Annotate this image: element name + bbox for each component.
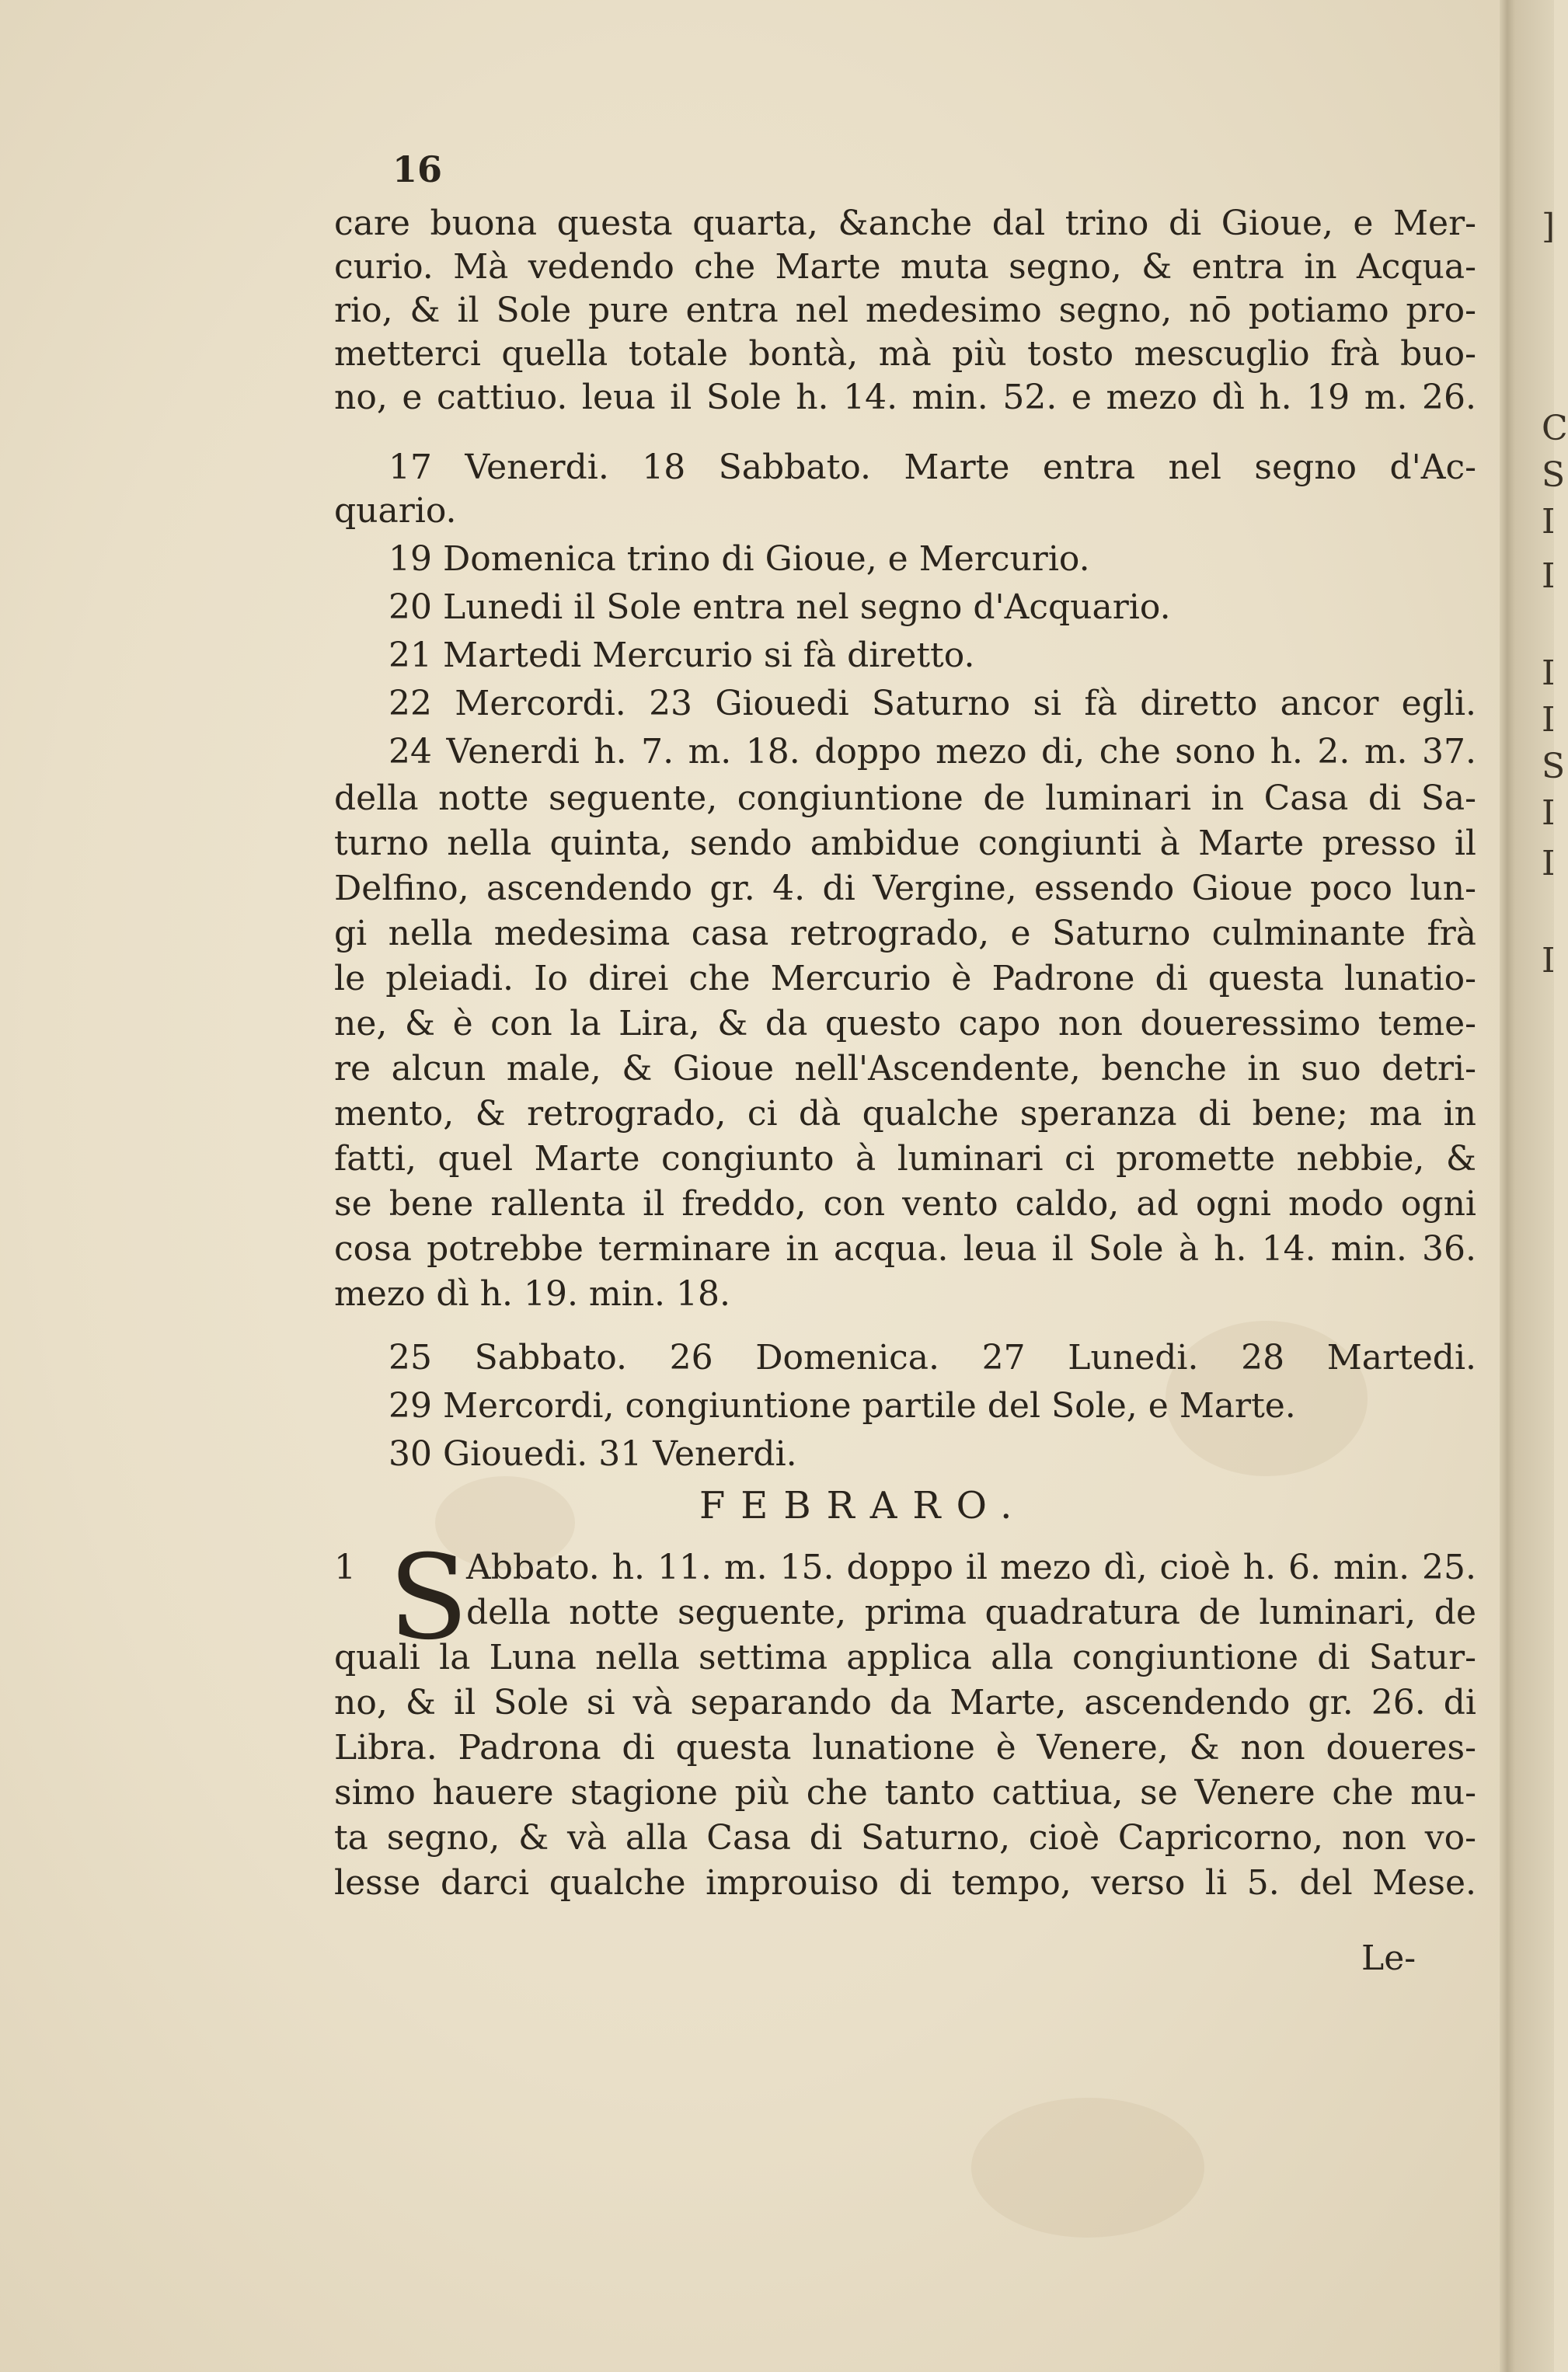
drop-cap: S	[389, 1531, 469, 1666]
adjacent-page-letter: I	[1542, 556, 1556, 596]
adjacent-page-letter: ]	[1542, 207, 1556, 246]
adjacent-page-letter: S	[1542, 455, 1566, 495]
adjacent-page-letter: I	[1542, 844, 1556, 883]
text-line: quali la Luna nella settima applica alla congiuntione di Satur-	[334, 1638, 1476, 1677]
adjacent-page-letter: I	[1542, 653, 1556, 693]
adjacent-page-letter: I	[1542, 700, 1556, 740]
day-entry: 17 Venerdi. 18 Sabbato. Marte entra nel segno d'Ac-	[389, 448, 1476, 487]
day-entry: 19 Domenica trino di Gioue, e Mercurio.	[389, 539, 1090, 579]
text-line: mezo dì h. 19. min. 18.	[334, 1274, 730, 1314]
text-line: ta segno, & và alla Casa di Saturno, cioè Capricorno, non vo-	[334, 1818, 1476, 1858]
text-line: care buona questa quarta, &anche dal trino di Gioue, e Mer-	[334, 204, 1476, 243]
paper-stain	[971, 2098, 1204, 2238]
page-number: 16	[392, 148, 443, 190]
catchword: Le-	[1361, 1938, 1416, 1978]
text-line: cosa potrebbe terminare in acqua. leua il Sole à h. 14. min. 36.	[334, 1229, 1476, 1269]
day-entry: 21 Martedi Mercurio si fà diretto.	[389, 636, 975, 675]
text-line: mento, & retrogrado, ci dà qualche speranza di bene; ma in	[334, 1094, 1476, 1134]
adjacent-page-letter: I	[1542, 941, 1556, 980]
text-line: simo hauere stagione più che tanto cattiua, se Venere che mu-	[334, 1773, 1476, 1813]
book-gutter	[1500, 0, 1515, 2372]
text-line: Abbato. h. 11. m. 15. doppo il mezo dì, cioè h. 6. min. 25.	[466, 1548, 1476, 1587]
text-line: no, e cattiuo. leua il Sole h. 14. min. 52. e mezo dì h. 19 m. 26.	[334, 378, 1476, 417]
text-line: Delfino, ascendendo gr. 4. di Vergine, essendo Gioue poco lun-	[334, 869, 1476, 908]
day-entry: 24 Venerdi h. 7. m. 18. doppo mezo di, che sono h. 2. m. 37.	[389, 732, 1476, 772]
adjacent-page-letter: C	[1542, 409, 1568, 448]
text-line: gi nella medesima casa retrogrado, e Saturno culminante frà	[334, 914, 1476, 953]
day-entry: 29 Mercordi, congiuntione partile del Sole, e Marte.	[389, 1386, 1296, 1426]
day-entry: 22 Mercordi. 23 Giouedi Saturno si fà diretto ancor egli.	[389, 684, 1476, 723]
adjacent-page-letter: I	[1542, 793, 1556, 833]
month-heading: FEBRARO.	[699, 1484, 1028, 1527]
text-line: le pleiadi. Io direi che Mercurio è Padrone di questa lunatio-	[334, 959, 1476, 998]
text-line: ne, & è con la Lira, & da questo capo non doueressimo teme-	[334, 1004, 1476, 1043]
adjacent-page-letter: S	[1542, 747, 1566, 786]
text-line: turno nella quinta, sendo ambidue congiunti à Marte presso il	[334, 824, 1476, 863]
text-line: della notte seguente, congiuntione de luminari in Casa di Sa-	[334, 778, 1476, 818]
day-number: 1	[334, 1548, 356, 1587]
day-entry: 20 Lunedi il Sole entra nel segno d'Acquario.	[389, 587, 1171, 627]
day-entry: 30 Giouedi. 31 Venerdi.	[389, 1434, 797, 1474]
text-line: se bene rallenta il freddo, con vento caldo, ad ogni modo ogni	[334, 1184, 1476, 1224]
text-line: fatti, quel Marte congiunto à luminari ci promette nebbie, &	[334, 1139, 1476, 1179]
text-line: rio, & il Sole pure entra nel medesimo segno, nō potiamo pro-	[334, 291, 1476, 330]
text-line: metterci quella totale bontà, mà più tosto mescuglio frà buo-	[334, 334, 1476, 374]
text-line: della notte seguente, prima quadratura de luminari, de	[466, 1593, 1476, 1632]
adjacent-page-letter: I	[1542, 502, 1556, 542]
adjacent-page-edge	[1515, 0, 1554, 2372]
text-line: no, & il Sole si và separando da Marte, ascendendo gr. 26. di	[334, 1683, 1476, 1722]
text-line: Libra. Padrona di questa lunatione è Venere, & non doueres-	[334, 1728, 1476, 1768]
day-entry: 25 Sabbato. 26 Domenica. 27 Lunedi. 28 Martedi.	[389, 1338, 1476, 1378]
text-line: curio. Mà vedendo che Marte muta segno, & entra in Acqua-	[334, 247, 1476, 287]
text-line: re alcun male, & Gioue nell'Ascendente, benche in suo detri-	[334, 1049, 1476, 1088]
text-line: lesse darci qualche improuiso di tempo, verso li 5. del Mese.	[334, 1863, 1476, 1903]
day-entry: quario.	[334, 491, 457, 531]
